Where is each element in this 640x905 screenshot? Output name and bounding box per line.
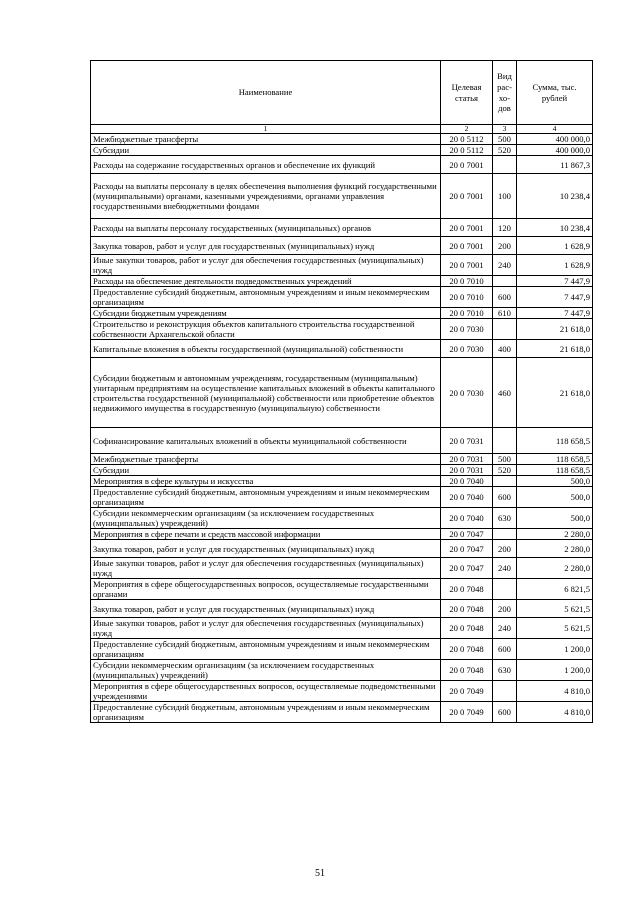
table-row: [91, 319, 593, 340]
table-row: [91, 156, 593, 174]
row-vid-cell: [493, 319, 517, 340]
row-code-cell: 20 0 7049: [441, 702, 493, 723]
row-name-cell: Межбюджетные трансферты: [91, 134, 441, 145]
row-sum-cell: 7 447,9: [517, 276, 593, 287]
row-vid-cell: 600: [493, 287, 517, 308]
row-name-cell: Субсидии: [91, 465, 441, 476]
row-name-cell: Мероприятия в сфере культуры и искусства: [91, 476, 441, 487]
row-code-cell: 20 0 7040: [441, 487, 493, 508]
table-row: [91, 540, 593, 558]
row-sum-cell: 21 618,0: [517, 319, 593, 340]
header-vid: Вид рас- хо- дов: [493, 61, 517, 125]
row-code-cell: 20 0 7010: [441, 308, 493, 319]
table-row: [91, 702, 593, 723]
col-number: 2: [441, 125, 493, 134]
col-number: 1: [91, 125, 441, 134]
row-code-cell: 20 0 7030: [441, 358, 493, 428]
row-sum-cell: 500,0: [517, 476, 593, 487]
row-code-cell: 20 0 7048: [441, 600, 493, 618]
row-name-cell: Капитальные вложения в объекты государственной (муниципальной) собственности: [91, 340, 441, 358]
header-code: Целевая статья: [441, 61, 493, 125]
row-vid-cell: 600: [493, 639, 517, 660]
row-name-cell: Предоставление субсидий бюджетным, автономным учреждениям и иным некоммерческим организациям: [91, 639, 441, 660]
document-page: [90, 60, 592, 723]
row-sum-cell: 11 867,3: [517, 156, 593, 174]
row-code-cell: 20 0 7048: [441, 660, 493, 681]
table-row: [91, 287, 593, 308]
row-vid-cell: 600: [493, 702, 517, 723]
row-vid-cell: 240: [493, 618, 517, 639]
col-number: 4: [517, 125, 593, 134]
row-vid-cell: 630: [493, 508, 517, 529]
table-row: [91, 145, 593, 156]
row-sum-cell: 118 658,5: [517, 465, 593, 476]
table-body: [91, 134, 593, 723]
table-row: [91, 476, 593, 487]
table-row: [91, 340, 593, 358]
row-code-cell: 20 0 7001: [441, 174, 493, 219]
row-code-cell: 20 0 7001: [441, 255, 493, 276]
table-row: [91, 308, 593, 319]
row-sum-cell: 6 821,5: [517, 579, 593, 600]
table-row: [91, 428, 593, 454]
row-code-cell: 20 0 7047: [441, 558, 493, 579]
row-code-cell: 20 0 7047: [441, 540, 493, 558]
row-name-cell: Субсидии бюджетным учреждениям: [91, 308, 441, 319]
row-vid-cell: [493, 529, 517, 540]
row-name-cell: Предоставление субсидий бюджетным, автономным учреждениям и иным некоммерческим организациям: [91, 487, 441, 508]
row-name-cell: Мероприятия в сфере общегосударственных вопросов, осуществляемые подведомственными учреждениями: [91, 681, 441, 702]
row-name-cell: Закупка товаров, работ и услуг для государственных (муниципальных) нужд: [91, 540, 441, 558]
row-code-cell: 20 0 7048: [441, 639, 493, 660]
row-sum-cell: 2 280,0: [517, 529, 593, 540]
row-vid-cell: [493, 681, 517, 702]
row-sum-cell: 10 238,4: [517, 219, 593, 237]
table-row: [91, 255, 593, 276]
table-row: [91, 618, 593, 639]
row-sum-cell: 400 000,0: [517, 145, 593, 156]
row-sum-cell: 4 810,0: [517, 681, 593, 702]
row-code-cell: 20 0 7048: [441, 579, 493, 600]
row-vid-cell: 520: [493, 145, 517, 156]
row-name-cell: Иные закупки товаров, работ и услуг для обеспечения государственных (муниципальных) нужд: [91, 618, 441, 639]
budget-table: [90, 60, 593, 723]
table-row: [91, 358, 593, 428]
row-vid-cell: 100: [493, 174, 517, 219]
table-header-row: [91, 61, 593, 125]
table-row: [91, 487, 593, 508]
row-name-cell: Предоставление субсидий бюджетным, автономным учреждениям и иным некоммерческим организациям: [91, 702, 441, 723]
row-vid-cell: 630: [493, 660, 517, 681]
row-code-cell: 20 0 7049: [441, 681, 493, 702]
row-sum-cell: 2 280,0: [517, 558, 593, 579]
row-code-cell: 20 0 7047: [441, 529, 493, 540]
row-vid-cell: 500: [493, 454, 517, 465]
row-sum-cell: 5 621,5: [517, 618, 593, 639]
row-name-cell: Мероприятия в сфере общегосударственных вопросов, осуществляемые государственными органами: [91, 579, 441, 600]
row-vid-cell: 200: [493, 600, 517, 618]
row-code-cell: 20 0 7030: [441, 319, 493, 340]
table-row: [91, 174, 593, 219]
header-sum: Сумма, тыс. рублей: [517, 61, 593, 125]
row-code-cell: 20 0 7010: [441, 276, 493, 287]
row-name-cell: Расходы на выплаты персоналу в целях обеспечения выполнения функций государственными (муниципальными) органами, казенными учреждениями, органами управления государственными внебюджетными фондами: [91, 174, 441, 219]
table-row: [91, 465, 593, 476]
row-name-cell: Расходы на обеспечение деятельности подведомственных учреждений: [91, 276, 441, 287]
row-code-cell: 20 0 7010: [441, 287, 493, 308]
row-sum-cell: 1 628,9: [517, 255, 593, 276]
row-sum-cell: 10 238,4: [517, 174, 593, 219]
row-name-cell: Строительство и реконструкция объектов капитального строительства государственной собственности Архангельской области: [91, 319, 441, 340]
row-code-cell: 20 0 5112: [441, 145, 493, 156]
row-vid-cell: [493, 156, 517, 174]
row-name-cell: Расходы на выплаты персоналу государственных (муниципальных) органов: [91, 219, 441, 237]
column-number-row: [91, 125, 593, 134]
row-sum-cell: 118 658,5: [517, 428, 593, 454]
row-sum-cell: 118 658,5: [517, 454, 593, 465]
table-row: [91, 529, 593, 540]
row-code-cell: 20 0 7030: [441, 340, 493, 358]
table-row: [91, 508, 593, 529]
row-sum-cell: 1 200,0: [517, 639, 593, 660]
table-row: [91, 134, 593, 145]
row-sum-cell: 500,0: [517, 487, 593, 508]
col-number: 3: [493, 125, 517, 134]
row-name-cell: Предоставление субсидий бюджетным, автономным учреждениям и иным некоммерческим организациям: [91, 287, 441, 308]
row-code-cell: 20 0 7001: [441, 219, 493, 237]
row-vid-cell: 120: [493, 219, 517, 237]
table-row: [91, 454, 593, 465]
table-row: [91, 237, 593, 255]
row-sum-cell: 7 447,9: [517, 308, 593, 319]
row-code-cell: 20 0 7031: [441, 465, 493, 476]
row-name-cell: Субсидии бюджетным и автономным учреждениям, государственным (муниципальным) унитарным предприятиям на осуществление капитальных вложений в объекты капитального строительства государственной (муниципальной) собственности или приобретение объектов недвижимого имущества в государственную (муниципальную) собственности: [91, 358, 441, 428]
row-sum-cell: 500,0: [517, 508, 593, 529]
row-sum-cell: 1 628,9: [517, 237, 593, 255]
row-name-cell: Закупка товаров, работ и услуг для государственных (муниципальных) нужд: [91, 600, 441, 618]
row-sum-cell: 21 618,0: [517, 340, 593, 358]
row-vid-cell: 500: [493, 134, 517, 145]
row-name-cell: Мероприятия в сфере печати и средств массовой информации: [91, 529, 441, 540]
row-vid-cell: 520: [493, 465, 517, 476]
row-code-cell: 20 0 5112: [441, 134, 493, 145]
row-sum-cell: 21 618,0: [517, 358, 593, 428]
page-number: 51: [315, 868, 325, 879]
row-vid-cell: 610: [493, 308, 517, 319]
table-row: [91, 558, 593, 579]
row-sum-cell: 2 280,0: [517, 540, 593, 558]
row-vid-cell: [493, 476, 517, 487]
row-vid-cell: [493, 428, 517, 454]
row-vid-cell: 200: [493, 237, 517, 255]
row-name-cell: Расходы на содержание государственных органов и обеспечение их функций: [91, 156, 441, 174]
row-code-cell: 20 0 7001: [441, 237, 493, 255]
table-row: [91, 276, 593, 287]
row-name-cell: Иные закупки товаров, работ и услуг для обеспечения государственных (муниципальных) нужд: [91, 255, 441, 276]
row-sum-cell: 7 447,9: [517, 287, 593, 308]
row-name-cell: Субсидии: [91, 145, 441, 156]
row-vid-cell: 460: [493, 358, 517, 428]
row-code-cell: 20 0 7040: [441, 508, 493, 529]
row-name-cell: Межбюджетные трансферты: [91, 454, 441, 465]
row-name-cell: Субсидии некоммерческим организациям (за исключением государственных (муниципальных) учреждений): [91, 660, 441, 681]
row-vid-cell: [493, 276, 517, 287]
row-vid-cell: 400: [493, 340, 517, 358]
header-name: Наименование: [91, 61, 441, 125]
row-code-cell: 20 0 7048: [441, 618, 493, 639]
row-vid-cell: 240: [493, 558, 517, 579]
row-sum-cell: 5 621,5: [517, 600, 593, 618]
row-name-cell: Софинансирование капитальных вложений в объекты муниципальной собственности: [91, 428, 441, 454]
row-name-cell: Иные закупки товаров, работ и услуг для обеспечения государственных (муниципальных) нужд: [91, 558, 441, 579]
table-row: [91, 600, 593, 618]
row-vid-cell: [493, 579, 517, 600]
row-sum-cell: 400 000,0: [517, 134, 593, 145]
row-code-cell: 20 0 7031: [441, 428, 493, 454]
row-vid-cell: 600: [493, 487, 517, 508]
row-name-cell: Субсидии некоммерческим организациям (за исключением государственных (муниципальных) учреждений): [91, 508, 441, 529]
table-row: [91, 660, 593, 681]
row-name-cell: Закупка товаров, работ и услуг для государственных (муниципальных) нужд: [91, 237, 441, 255]
row-sum-cell: 4 810,0: [517, 702, 593, 723]
row-code-cell: 20 0 7031: [441, 454, 493, 465]
row-code-cell: 20 0 7040: [441, 476, 493, 487]
table-row: [91, 681, 593, 702]
row-vid-cell: 240: [493, 255, 517, 276]
row-vid-cell: 200: [493, 540, 517, 558]
table-row: [91, 639, 593, 660]
table-row: [91, 579, 593, 600]
table-row: [91, 219, 593, 237]
row-sum-cell: 1 200,0: [517, 660, 593, 681]
row-code-cell: 20 0 7001: [441, 156, 493, 174]
